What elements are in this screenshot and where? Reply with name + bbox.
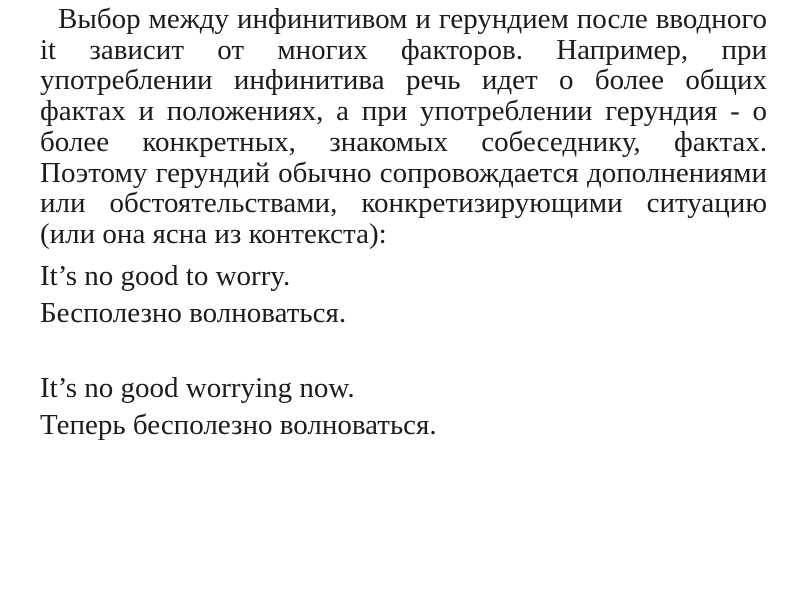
intro-paragraph: Выбор между инфинитивом и герундием после вводного it зависит от многих факторов. Например, при употреблении инфинитива речь идет о более общих фактах и положениях, а при употреблении герундия - о более конкретных, знакомых собеседнику, фактах. Поэтому герундий обычно сопровождается дополнениями или обстоятельствами, конкретизирующими ситуацию (или она ясна из контекста): [40,3,767,250]
example-1-russian: Бесполезно волноваться. [40,296,347,329]
example-2-russian: Теперь бесполезно волноваться. [40,408,437,441]
example-1-english: It’s no good to worry. [40,259,291,292]
example-2-english: It’s no good worrying now. [40,371,355,404]
example-group-1 [40,258,767,332]
example-group-2 [40,370,767,444]
spacer [40,332,767,370]
